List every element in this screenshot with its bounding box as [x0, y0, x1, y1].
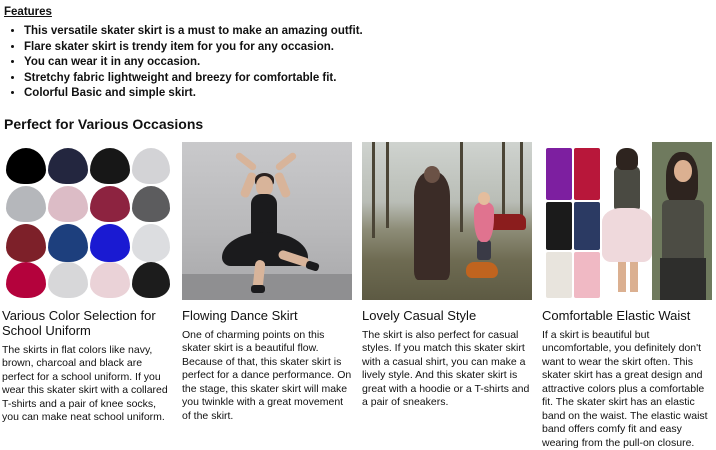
child-figure	[474, 202, 494, 242]
elastic-waist-model-image	[542, 142, 712, 300]
occasion-cards	[2, 142, 714, 450]
ballet-shoe	[251, 285, 265, 293]
leotard	[251, 194, 277, 238]
leg	[630, 262, 638, 292]
arm	[239, 171, 257, 198]
child-legs	[477, 240, 491, 260]
swatch	[546, 148, 572, 200]
adult-head	[424, 166, 440, 183]
card-body: The skirt is also perfect for casual styles. If you match this skater skirt with a casual shirt, you can make a lively style. And this skater skirt is great with a hoodie or a T-shirts and a pair of sneakers.	[362, 329, 532, 410]
tree	[372, 142, 375, 238]
ballet-shoe	[305, 260, 320, 272]
tree	[520, 142, 523, 222]
list-item: • You can wear it in any occasion.	[24, 55, 716, 71]
page-title: Perfect for Various Occasions	[4, 116, 716, 132]
list-item: • Colorful Basic and simple skirt.	[24, 86, 716, 102]
features-list	[4, 24, 716, 102]
dancer-image	[182, 142, 352, 300]
occasion-card	[362, 142, 532, 450]
swatch	[574, 148, 600, 200]
occasion-card	[542, 142, 712, 450]
product-description-page	[0, 6, 716, 427]
model-hair	[616, 148, 638, 170]
model-top	[662, 200, 704, 262]
card-body: If a skirt is beautiful but uncomfortable, you definitely don't want to wear the skirt often. This skater skirt has a great design and attractive colors plus a comfortable fit. The skater skirt has an elastic band on the waist. The elastic waist band offers comfy fit and easy wearing from the pull-on closure.	[542, 329, 712, 450]
card-body: The skirts in flat colors like navy, brown, charcoal and black are perfect for a school uniform. If you wear this skater skirt with a collared T-shirts and a pair of knee socks, you can make neat school uniform.	[2, 344, 172, 425]
swatch	[546, 252, 572, 298]
list-item: • Stretchy fabric lightweight and breezy for comfortable fit.	[24, 71, 716, 87]
model-top	[614, 166, 640, 210]
card-title: Lovely Casual Style	[362, 308, 532, 323]
dog	[466, 262, 498, 278]
tree	[460, 142, 463, 232]
pink-skater-skirt	[602, 208, 652, 262]
card-title: Various Color Selection for School Uniform	[2, 308, 172, 338]
arm	[273, 171, 291, 198]
child-head	[478, 192, 490, 205]
arm	[234, 151, 257, 171]
tree	[386, 142, 389, 228]
occasion-card	[2, 142, 172, 450]
color-selection-skirts-image	[2, 142, 172, 300]
leg	[618, 262, 626, 292]
model-skirt	[660, 258, 706, 300]
card-body: One of charming points on this skater skirt is a beautiful flow. Because of that, this skater skirt is perfect for a dance performance. On the stage, this skater skirt will make you twinkle with a great movement of the skirt.	[182, 329, 352, 424]
casual-outdoor-image	[362, 142, 532, 300]
adult-figure	[414, 172, 450, 280]
arm	[274, 151, 297, 171]
list-item: • Flare skater skirt is trendy item for you for any occasion.	[24, 40, 716, 56]
swatch	[574, 202, 600, 250]
swatch	[574, 252, 600, 298]
card-title: Comfortable Elastic Waist	[542, 308, 712, 323]
occasion-card	[182, 142, 352, 450]
floor	[182, 274, 352, 300]
model-face	[674, 160, 692, 182]
card-title: Flowing Dance Skirt	[182, 308, 352, 323]
swatch	[546, 202, 572, 250]
list-item: • This versatile skater skirt is a must to make an amazing outfit.	[24, 24, 716, 40]
features-heading: Features	[4, 6, 716, 18]
head	[256, 176, 273, 196]
